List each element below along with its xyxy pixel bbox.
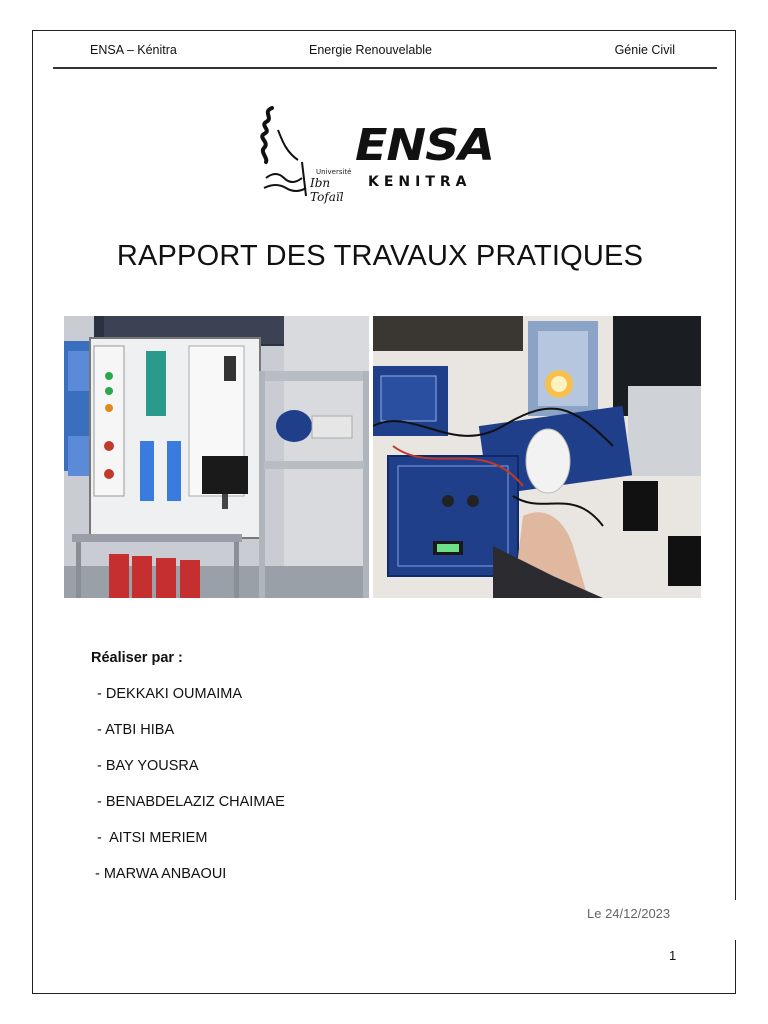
lab-equipment-photo: [64, 316, 369, 598]
lab-benches-image: [64, 316, 369, 598]
author-name: - MARWA ANBAOUI: [95, 866, 227, 882]
ensa-kenitra-logo: [258, 100, 498, 204]
border-gap: [733, 900, 741, 940]
author-name: - DEKKAKI OUMAIMA: [93, 686, 243, 702]
school-city: KENITRA: [368, 174, 472, 190]
author-name: - AITSI MERIEM: [93, 830, 208, 846]
author-name: - BENABDELAZIZ CHAIMAE: [93, 794, 285, 810]
school-name: ENSA: [355, 120, 494, 171]
header-department: Génie Civil: [614, 43, 675, 57]
page-header: [90, 43, 675, 59]
header-school: ENSA – Kénitra: [90, 43, 177, 57]
header-module: Energie Renouvelable: [309, 43, 433, 57]
authors-label: Réaliser par :: [91, 650, 183, 666]
header-divider: [53, 67, 717, 69]
author-name: - BAY YOUSRA: [93, 758, 199, 774]
report-title: RAPPORT DES TRAVAUX PRATIQUES: [116, 240, 644, 272]
university-ibn-tofail-logo: [258, 100, 353, 204]
report-date: Le 24/12/2023: [587, 906, 671, 921]
solar-experiment-image: [373, 316, 701, 598]
university-name: Ibn Tofaïl: [310, 176, 344, 204]
page-number: 1: [669, 948, 677, 963]
university-word: Université: [316, 168, 352, 176]
author-name: - ATBI HIBA: [93, 722, 175, 738]
bench-experiment-photo: [373, 316, 701, 598]
